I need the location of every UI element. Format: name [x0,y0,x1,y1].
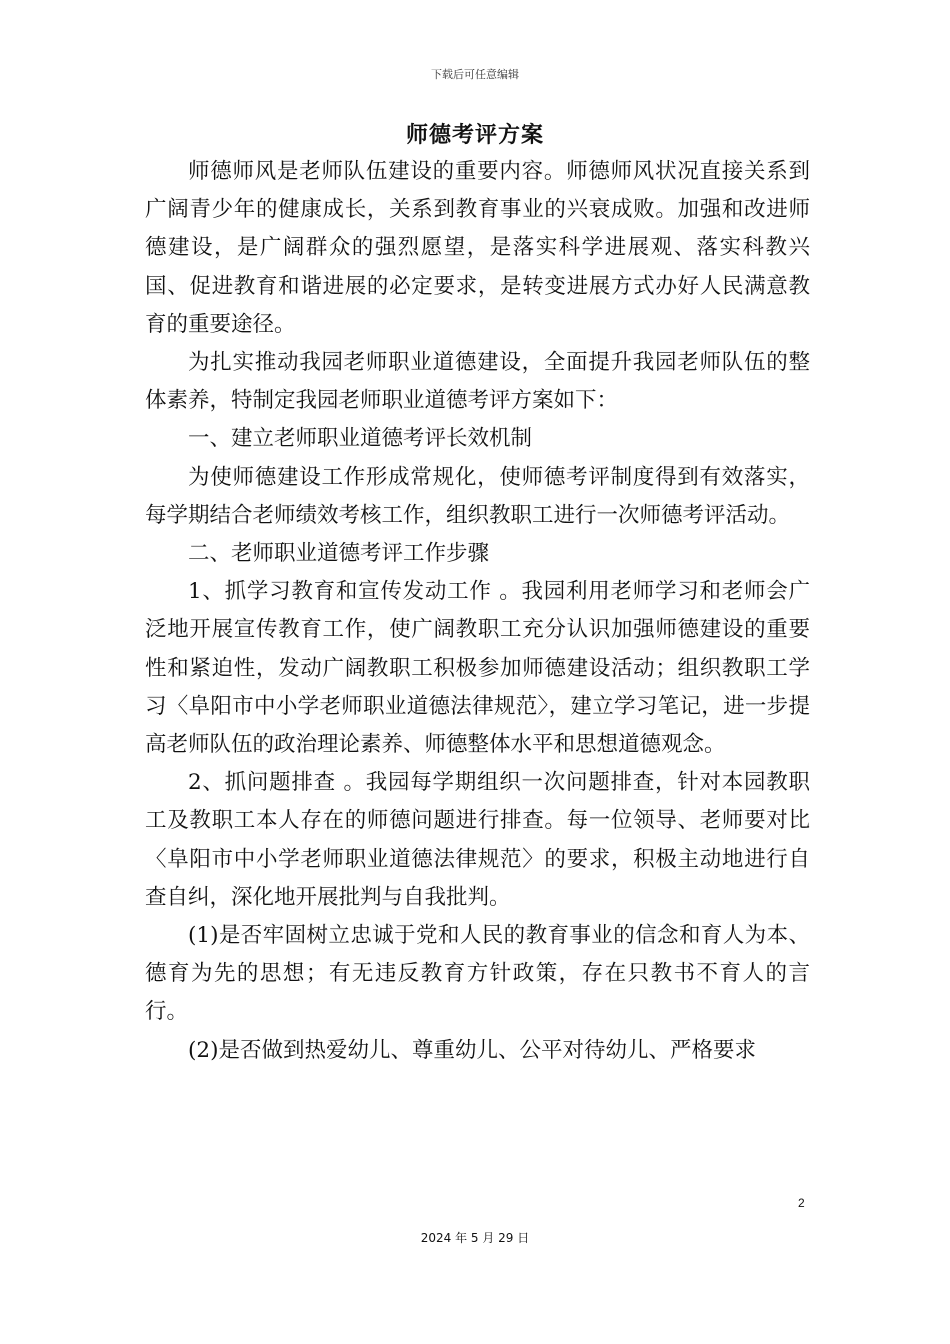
paragraph-step-1: 1、抓学习教育和宣传发动工作 。我园利用老师学习和老师会广泛地开展宣传教育工作，使广阔教职工充分认识加强师德建设的重要性和紧迫性，发动广阔教职工积极参加师德建设活动；组织教职工学习〈阜阳市中小学老师职业道德法律规范〉，建立学习笔记，进一步提高老师队伍的政治理论素养、师德整体水平和思想道德观念。 [145,579,810,758]
paragraph-item-2: (2)是否做到热爱幼儿、尊重幼儿、公平对待幼儿、严格要求 [188,1037,756,1063]
document-title: 师德考评方案 [405,123,544,148]
paragraph-purpose: 为扎实推动我园老师职业道德建设，全面提升我园老师队伍的整体素养，特制定我园老师职业道德考评方案如下： [145,350,810,414]
paragraph-item-1: (1)是否牢固树立忠诚于党和人民的教育事业的信念和育人为本、德育为先的思想；有无违反教育方针政策，存在只教书不育人的言行。 [145,923,810,1025]
footer-date: 2024 年 5 月 29 日 [420,1231,530,1245]
paragraph-intro: 师德师风是老师队伍建设的重要内容。师德师风状况直接关系到广阔青少年的健康成长，关系到教育事业的兴衰成败。加强和改进师德建设，是广阔群众的强烈愿望，是落实科学进展观、落实科教兴国、促进教育和谐进展的必定要求，是转变进展方式办好人民满意教育的重要途径。 [145,159,810,337]
document-body [145,153,810,1070]
section-heading-1: 一、建立老师职业道德考评长效机制 [188,426,533,452]
paragraph-section-1: 为使师德建设工作形成常规化，使师德考评制度得到有效落实，每学期结合老师绩效考核工作，组织教职工进行一次师德考评活动。 [145,464,810,528]
section-heading-2: 二、老师职业道德考评工作步骤 [188,541,490,567]
page-number: 2 [798,1196,805,1210]
header-note: 下载后可任意编辑 [431,68,519,81]
paragraph-step-2: 2、抓问题排查 。我园每学期组织一次问题排查，针对本园教职工及教职工本人存在的师德问题进行排查。每一位领导、老师要对比〈阜阳市中小学老师职业道德法律规范〉的要求，积极主动地进行自查自纠，深化地开展批判与自我批判。 [145,770,810,910]
